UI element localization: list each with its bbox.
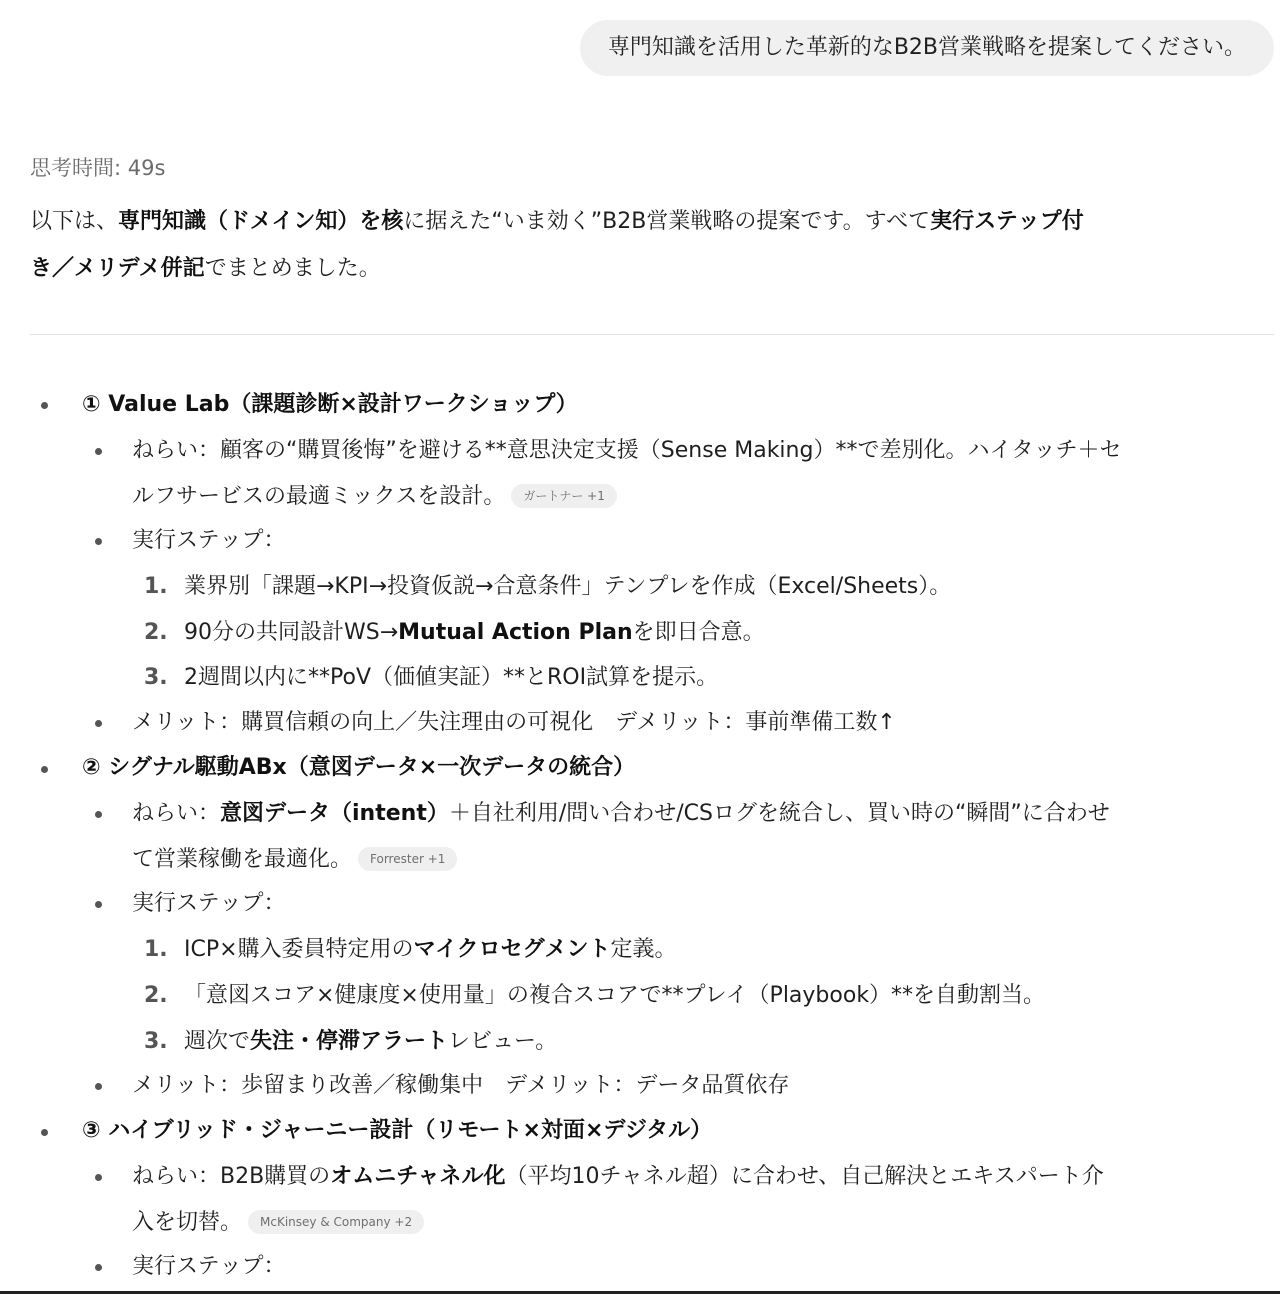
step-number: 2. <box>144 620 168 645</box>
bullet-icon <box>95 448 102 455</box>
s1-step2: 90分の共同設計WS→Mutual Action Planを即日合意。 <box>184 620 765 645</box>
s2-step1: ICP×購入委員特定用のマイクロセグメント定義。 <box>184 937 677 962</box>
s1-steps-label: 実行ステップ： <box>132 528 286 553</box>
thinking-time-label: 思考時間: 49s <box>30 156 166 180</box>
section-title-value-lab: ① Value Lab（課題診断×設計ワークショップ） <box>82 392 578 417</box>
s3-aim-line1: ねらい：B2B購買のオムニチャネル化（平均10チャネル超）に合わせ、自己解決とエキスパート介 <box>132 1164 1104 1189</box>
bullet-icon <box>41 402 48 409</box>
s3-aim-line2: 入を切替。 McKinsey & Company +2 <box>132 1200 424 1246</box>
bullet-icon <box>95 901 102 908</box>
s2-steps-label: 実行ステップ： <box>132 891 286 916</box>
s2-step2: 「意図スコア×健康度×使用量」の複合スコアで**プレイ（Playbook）**を自動割当。 <box>184 983 1046 1008</box>
s1-merits: メリット：購買信頼の向上／失注理由の可視化 デメリット：事前準備工数↑ <box>132 710 896 735</box>
section-divider <box>30 334 1274 335</box>
s1-step3: 2週間以内に**PoV（価値実証）**とROI試算を提示。 <box>184 665 719 690</box>
s2-aim-line1: ねらい：意図データ（intent）＋自社利用/問い合わせ/CSログを統合し、買い時の“瞬間”に合わせ <box>132 801 1110 826</box>
citation-chip[interactable]: ガートナー +1 <box>511 484 617 508</box>
bullet-icon <box>95 538 102 545</box>
step-number: 1. <box>144 574 168 599</box>
section-title-hybrid-journey: ③ ハイブリッド・ジャーニー設計（リモート×対面×デジタル） <box>82 1118 713 1143</box>
step-number: 3. <box>144 1029 168 1054</box>
section-title-signal-abx: ② シグナル駆動ABx（意図データ×一次データの統合） <box>82 755 636 780</box>
step-number: 3. <box>144 665 168 690</box>
step-number: 1. <box>144 937 168 962</box>
bullet-icon <box>41 1129 48 1136</box>
bullet-icon <box>95 1083 102 1090</box>
bullet-icon <box>95 720 102 727</box>
intro-paragraph: 以下は、専門知識（ドメイン知）を核に据えた“いま効く”B2B営業戦略の提案です。すべて実行ステップ付 き／メリデメ併記でまとめました。 <box>30 209 1084 281</box>
s1-step1: 業界別「課題→KPI→投資仮説→合意条件」テンプレを作成（Excel/Sheets）。 <box>184 574 952 599</box>
s2-step3: 週次で失注・停滞アラートレビュー。 <box>184 1029 558 1054</box>
s2-aim-line2: て営業稼働を最適化。 Forrester +1 <box>132 837 457 883</box>
s1-aim-line1: ねらい：顧客の“購買後悔”を避ける**意思決定支援（Sense Making）**で差別化。ハイタッチ＋セ <box>132 438 1122 463</box>
bullet-icon <box>41 766 48 773</box>
bullet-icon <box>95 1264 102 1271</box>
user-message-text: 専門知識を活用した革新的なB2B営業戦略を提案してください。 <box>607 35 1246 60</box>
step-number: 2. <box>144 983 168 1008</box>
s3-steps-label: 実行ステップ： <box>132 1254 286 1279</box>
citation-chip[interactable]: McKinsey & Company +2 <box>248 1210 424 1234</box>
user-message-bubble <box>580 20 1274 76</box>
citation-chip[interactable]: Forrester +1 <box>358 847 457 871</box>
bullet-icon <box>95 1174 102 1181</box>
s1-aim-line2: ルフサービスの最適ミックスを設計。 ガートナー +1 <box>132 474 617 520</box>
bullet-icon <box>95 811 102 818</box>
thinking-time-toggle[interactable] <box>30 152 165 182</box>
s2-merits: メリット：歩留まり改善／稼働集中 デメリット：データ品質依存 <box>132 1073 790 1098</box>
